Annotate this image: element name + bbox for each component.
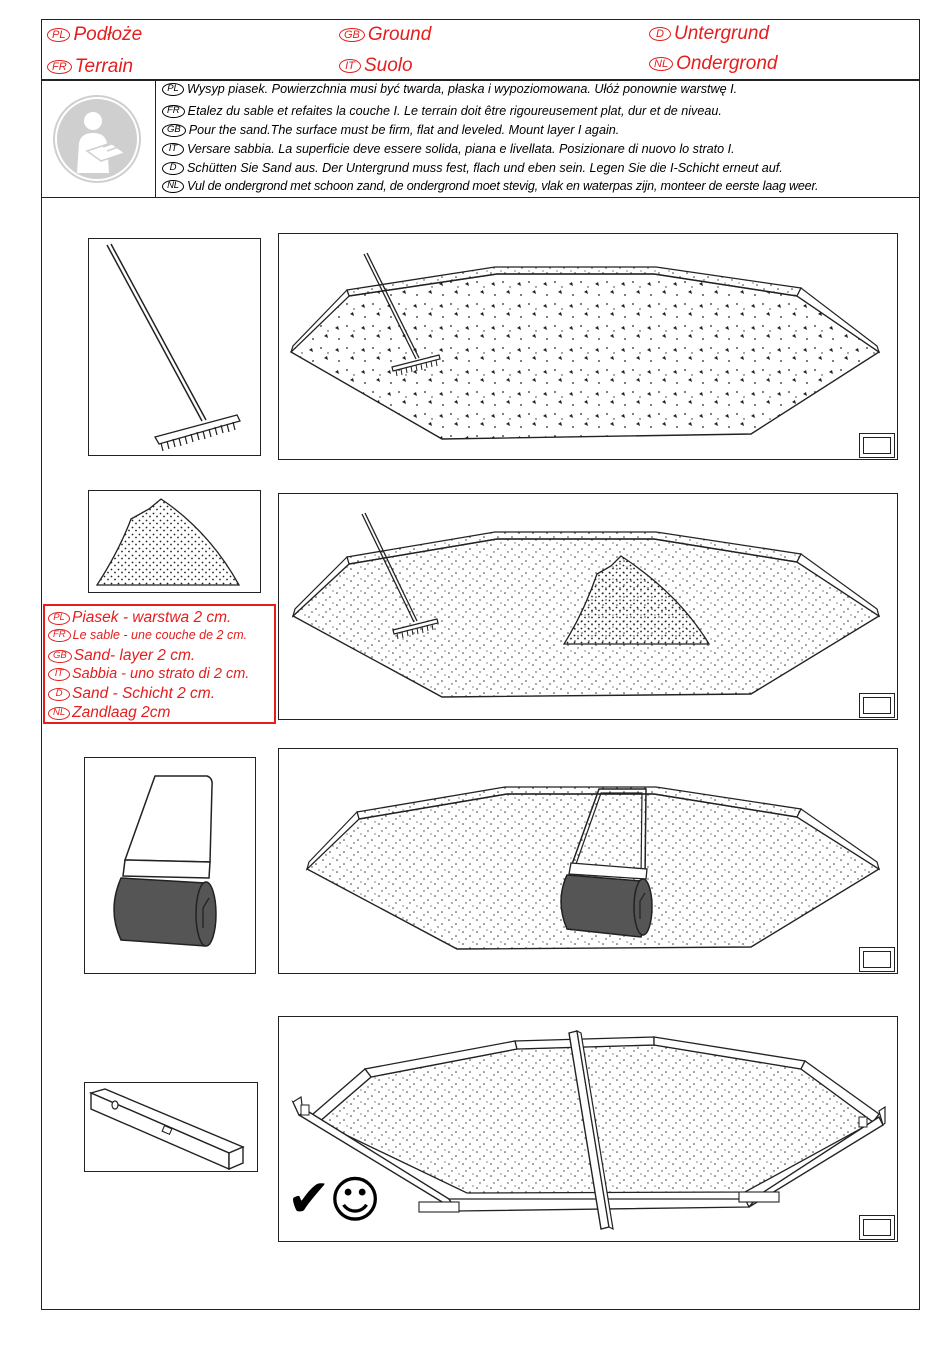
- sand-note-text: Zandlaag 2cm: [72, 704, 171, 721]
- instruction-text: Versare sabbia. La superficie deve essere solida, piana e livellata. Posizionare di nuovo lo strato I.: [187, 142, 735, 156]
- sand-note-text: Piasek - warstwa 2 cm.: [72, 609, 232, 626]
- title-fr: [47, 56, 133, 78]
- instruction-nl: [162, 179, 818, 193]
- sand-note-text: Sabbia - uno strato di 2 cm.: [72, 666, 250, 682]
- roll-sand-scene: [279, 749, 896, 972]
- lang-badge: D: [649, 27, 671, 41]
- lang-badge: GB: [339, 28, 365, 42]
- lang-badge: D: [162, 162, 184, 175]
- sand-note-pl: [48, 609, 231, 627]
- step2-scene-panel: [278, 493, 898, 720]
- step1-tool-panel: [88, 238, 261, 456]
- lang-badge: IT: [48, 668, 70, 681]
- sand-note-d: [48, 685, 215, 703]
- instruction-text: Vul de ondergrond met schoon zand, de ondergrond moet stevig, vlak en waterpas zijn, monteer de eerste laag weer.: [187, 179, 819, 193]
- sand-note-text: Sand - Schicht 2 cm.: [72, 685, 216, 702]
- rake-icon: [89, 239, 259, 454]
- sand-layer-note: [43, 604, 276, 724]
- spread-sand-scene: [279, 494, 896, 718]
- title-pl: [47, 24, 142, 46]
- rake-sand-scene: [279, 234, 896, 458]
- title-text: Terrain: [74, 56, 134, 77]
- sand-note-fr: [48, 628, 247, 642]
- instruction-it: [162, 142, 735, 156]
- title-text: Untergrund: [674, 23, 770, 44]
- instruction-text: Wysyp piasek. Powierzchnia musi być twarda, płaska i wypoziomowana. Ułóż ponownie warstwę I.: [187, 82, 738, 96]
- title-it: [339, 55, 413, 77]
- instruction-pl: [162, 82, 737, 96]
- instruction-d: [162, 161, 783, 175]
- lang-badge: FR: [48, 629, 71, 642]
- step-number-box: [859, 1215, 895, 1240]
- step-number-box: [859, 947, 895, 972]
- checkmark-icon: ✔: [287, 1169, 331, 1229]
- lang-badge: NL: [48, 707, 70, 720]
- title-text: Podłoże: [73, 24, 143, 45]
- step4-tool-panel: [84, 1082, 258, 1172]
- lang-badge: GB: [162, 124, 186, 137]
- step1-scene-panel: [278, 233, 898, 460]
- instruction-gb: [162, 123, 619, 137]
- lang-badge: GB: [48, 650, 72, 663]
- instruction-fr: [162, 104, 722, 118]
- sand-note-text: Sand- layer 2 cm.: [73, 647, 196, 664]
- step2-tool-panel: [88, 490, 261, 593]
- sand-note-gb: [48, 647, 195, 665]
- sand-pile-icon: [89, 491, 259, 591]
- lang-badge: PL: [162, 83, 184, 96]
- lang-badge: NL: [649, 57, 673, 71]
- lang-badge: PL: [48, 612, 70, 625]
- title-text: Ondergrond: [676, 53, 778, 74]
- title-nl: [649, 53, 777, 75]
- title-row: [41, 19, 920, 81]
- sand-note-nl: [48, 704, 170, 722]
- instruction-text: Schütten Sie Sand aus. Der Untergrund muss fest, flach und eben sein. Legen Sie die I-Schicht erneut auf.: [187, 161, 783, 175]
- sand-note-it: [48, 666, 249, 682]
- step4-scene-panel: [278, 1016, 898, 1242]
- title-gb: [339, 24, 431, 46]
- step-number-box: [859, 433, 895, 458]
- instruction-icon-cell: [41, 81, 156, 197]
- lang-badge: NL: [162, 180, 184, 193]
- instruction-text: Etalez du sable et refaites la couche I. Le terrain doit être rigoureusement plat, dur et de niveau.: [187, 104, 722, 118]
- read-manual-icon: [41, 81, 155, 197]
- spirit-level-icon: [85, 1083, 256, 1170]
- step-number-box: [859, 693, 895, 718]
- title-d: [649, 23, 769, 45]
- step3-tool-panel: [84, 757, 256, 974]
- lang-badge: IT: [162, 143, 184, 156]
- lang-badge: IT: [339, 59, 361, 73]
- sand-note-text: Le sable - une couche de 2 cm.: [72, 628, 248, 642]
- step3-scene-panel: [278, 748, 898, 974]
- instruction-text: Pour the sand.The surface must be firm, flat and leveled. Mount layer I again.: [188, 123, 620, 137]
- lang-badge: PL: [47, 28, 70, 42]
- lang-badge: FR: [162, 105, 185, 118]
- lang-badge: D: [48, 688, 70, 701]
- lawn-roller-icon: [85, 758, 254, 972]
- title-text: Ground: [367, 24, 432, 45]
- lang-badge: FR: [47, 60, 72, 74]
- title-text: Suolo: [364, 55, 413, 76]
- smiley-icon: ☺: [329, 1171, 382, 1229]
- instructions-box: [41, 81, 920, 198]
